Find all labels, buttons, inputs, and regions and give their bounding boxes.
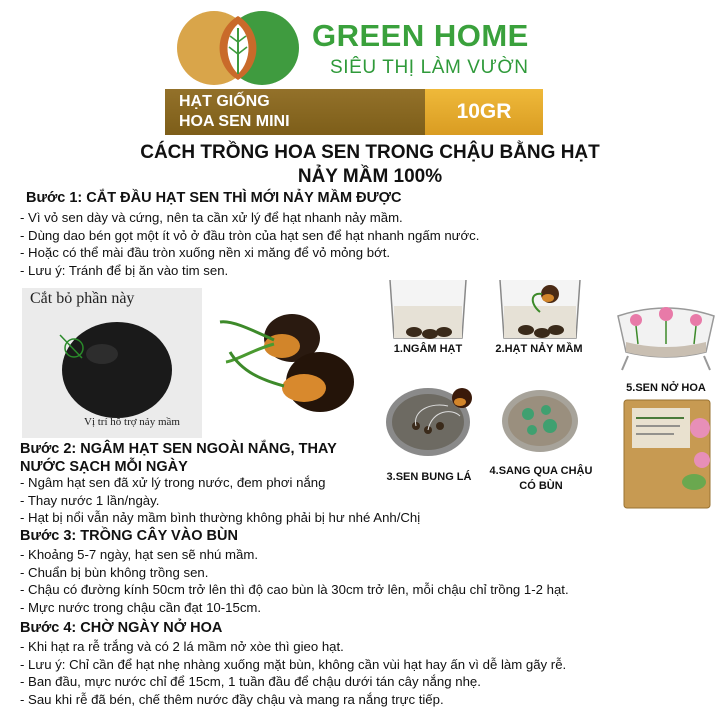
label-sprout: 2.HẠT NẢY MẦM bbox=[495, 343, 583, 355]
step2-heading-line1: Bước 2: NGÂM HẠT SEN NGOÀI NẮNG, THAY bbox=[20, 441, 337, 457]
step1-line: - Vì vỏ sen dày và cứng, nên ta cần xử lý để hạt nhanh nảy mầm. bbox=[20, 210, 403, 225]
sprout-jar-illustration bbox=[490, 278, 590, 344]
step4-line: - Sau khi rễ đã bén, chế thêm nước đầy chậu và mang ra nắng trực tiếp. bbox=[20, 691, 444, 707]
step2-line: - Ngâm hạt sen đã xử lý trong nước, đem phơi nắng bbox=[20, 475, 326, 490]
brand-tagline: SIÊU THỊ LÀM VƯỜN bbox=[330, 57, 529, 78]
step1-line: - Dùng dao bén gọt một ít vỏ ở đầu tròn của hạt sen để hạt nhanh ngấm nước. bbox=[20, 227, 480, 243]
title-line1: CÁCH TRỒNG HOA SEN TRONG CHẬU BẰNG HẠT bbox=[140, 142, 600, 163]
step1-list bbox=[20, 209, 479, 279]
product-name-line2: HOA SEN MINI bbox=[179, 113, 290, 130]
seed-packet-image bbox=[620, 398, 714, 510]
brand-logo bbox=[176, 10, 300, 86]
step3-line: - Khoảng 5-7 ngày, hạt sen sẽ nhú mầm. bbox=[20, 547, 259, 562]
step3-list bbox=[20, 546, 569, 616]
transfer-bowl-illustration bbox=[500, 388, 580, 454]
soak-jar-illustration bbox=[380, 278, 476, 344]
leaves-bowl-illustration bbox=[382, 380, 478, 458]
step1-line: - Lưu ý: Tránh để bị ăn vào tim sen. bbox=[20, 262, 229, 278]
product-name-line1: HẠT GIỐNG bbox=[179, 93, 270, 110]
step3-heading: Bước 3: TRỒNG CÂY VÀO BÙN bbox=[20, 528, 238, 544]
product-name-box bbox=[165, 89, 425, 135]
seed-photo-top-caption: Cắt bỏ phần này bbox=[30, 290, 135, 307]
label-transfer-line1: 4.SANG QUA CHẬU bbox=[489, 465, 593, 477]
product-weight: 10GR bbox=[425, 89, 543, 135]
product-ribbon bbox=[165, 89, 543, 135]
label-transfer bbox=[484, 464, 598, 494]
step2-heading-line2: NƯỚC SẠCH MỖI NGÀY bbox=[20, 459, 188, 475]
brand-name: GREEN HOME bbox=[312, 18, 529, 53]
page-title bbox=[60, 141, 680, 189]
step4-line: - Ban đầu, mực nước chỉ để 15cm, 1 tuần đầu để chậu dưới tán cây nắng nhẹ. bbox=[20, 674, 481, 689]
bloom-pot-illustration bbox=[614, 296, 718, 372]
seed-photo-bottom-caption: Vị trí hỗ trợ nảy mầm bbox=[84, 416, 180, 428]
step2-line: - Thay nước 1 lần/ngày. bbox=[20, 492, 160, 508]
label-soak: 1.NGÂM HẠT bbox=[393, 343, 463, 355]
label-leaves: 3.SEN BUNG LÁ bbox=[386, 471, 472, 483]
step3-line: - Mực nước trong chậu cần đạt 10-15cm. bbox=[20, 599, 262, 615]
step1-heading: Bước 1: CẮT ĐẦU HẠT SEN THÌ MỚI NẢY MẦM ĐƯỢC bbox=[26, 190, 402, 206]
step3-line: - Chuẩn bị bùn không trồng sen. bbox=[20, 564, 209, 580]
seed-cut-photo bbox=[22, 288, 202, 438]
step4-line: - Lưu ý: Chỉ cần để hạt nhẹ nhàng xuống mặt bùn, không cần vùi hạt hay ấn vì dễ làm gãy rễ. bbox=[20, 656, 567, 672]
step2-heading bbox=[20, 440, 337, 476]
step2-list bbox=[20, 474, 420, 527]
step1-line: - Hoặc có thể mài đầu tròn xuống nền xi măng để vỏ mỏng bớt. bbox=[20, 245, 391, 260]
step3-line: - Chậu có đường kính 50cm trở lên thì độ cao bùn là 30cm trở lên, mỗi chậu chỉ trồng 1-2 hạt. bbox=[20, 582, 569, 597]
label-bloom: 5.SEN NỞ HOA bbox=[626, 382, 706, 394]
sprouting-seeds-photo bbox=[212, 300, 362, 420]
step4-line: - Khi hạt ra rễ trắng và có 2 lá mầm nở xòe thì gieo hạt. bbox=[20, 639, 344, 654]
label-transfer-line2: CÓ BÙN bbox=[519, 480, 563, 492]
title-line2: NẢY MẦM 100% bbox=[297, 166, 443, 187]
step4-heading: Bước 4: CHỜ NGÀY NỞ HOA bbox=[20, 620, 223, 636]
step2-line: - Hạt bị nổi vẫn nảy mầm bình thường không phải bị hư nhé Anh/Chị bbox=[20, 510, 421, 525]
step4-list bbox=[20, 638, 566, 708]
